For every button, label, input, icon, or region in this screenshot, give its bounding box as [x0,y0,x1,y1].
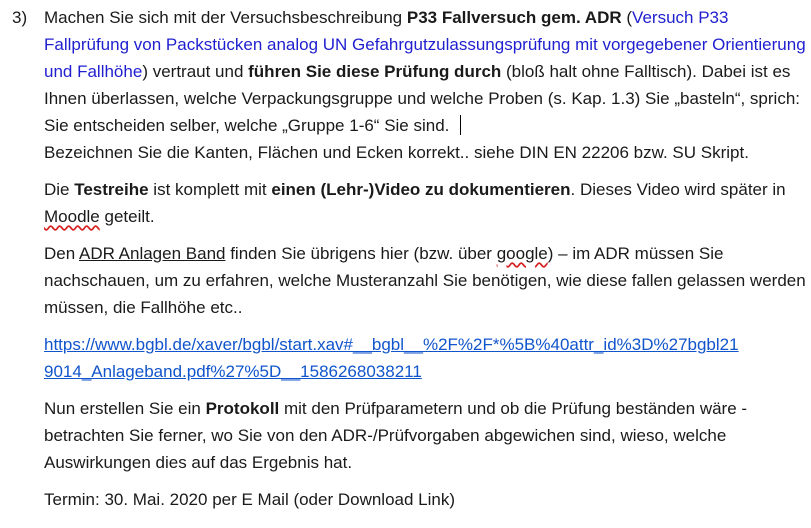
text-run: mit den Prüfparametern und ob die Prüfung beständen wäre - betrachten Sie ferner, wo Sie von den ADR-/Prüfvorgaben abgewichen sind, wieso, welche Auswirkungen dies auf das Ergebnis hat. [44,399,748,472]
bold-text: Protokoll [205,399,280,418]
text-run: Bezeichnen Sie die Kanten, Flächen und Ecken korrekt.. siehe DIN EN 22206 bzw. SU Skript. [44,143,749,162]
underlined-text: ADR Anlagen Band [78,244,226,263]
text-run: Die [44,180,75,199]
paragraph-deadline: Termin: 30. Mai. 2020 per E Mail (oder Download Link) [44,490,456,509]
bgbl-link[interactable] [44,335,739,381]
paragraph-link [44,331,806,385]
paragraph-instructions [44,4,806,166]
list-item-content [44,4,806,513]
text-run: ( [621,8,633,27]
spellcheck-word: google [496,244,548,263]
link-line-1: https://www.bgbl.de/xaver/bgbl/start.xav#__bgbl__%2F%2F*%5B%40attr_id%3D%27bgbl21 [44,335,739,354]
text-run: geteilt. [99,207,155,226]
text-run: ist komplett mit [148,180,272,199]
text-run: Den [44,244,79,263]
text-run: . Dieses Video wird später in [570,180,786,199]
text-run: Nun erstellen Sie ein [44,399,206,418]
text-run: ) – im ADR müssen Sie nachschauen, um zu erfahren, welche Musteranzahl Sie benötigen, wie diese fallen gelassen werden müssen, die Fallhöhe etc.. [44,244,806,317]
text-run: (bloß halt ohne Falltisch). Dabei ist es Ihnen überlassen, welche Verpackungsgruppe und welche Proben (s. Kap. 1.3) Sie „basteln“, sprich: Sie entscheiden selber, welche „Gruppe 1-6“ Sie sind. [44,62,801,135]
bold-text: führen Sie diese Prüfung durch [248,62,502,81]
paragraph-adr [44,240,806,321]
paragraph-video [44,176,806,230]
bold-text: Testreihe [74,180,149,199]
list-number: 3) [12,8,28,27]
text-run: finden Sie übrigens hier (bzw. über [225,244,497,263]
bold-text: einen (Lehr-)Video zu dokumentieren [271,180,571,199]
text-cursor [460,115,461,135]
text-run: ) vertraut und [142,62,249,81]
bold-text: P33 Fallversuch gem. ADR [406,8,622,27]
link-line-2: 9014_Anlageband.pdf%27%5D__1586268038211 [44,362,422,381]
text-run: Machen Sie sich mit der Versuchsbeschreibung [44,8,407,27]
blue-text: Versuch P33 Fallprüfung von Packstücken analog UN Gefahrgutzulassungsprüfung mit vorgegebener Orientierung und Fallhöhe [44,8,806,81]
paragraph-protocol [44,395,806,476]
spellcheck-word: Moodle [44,207,100,226]
